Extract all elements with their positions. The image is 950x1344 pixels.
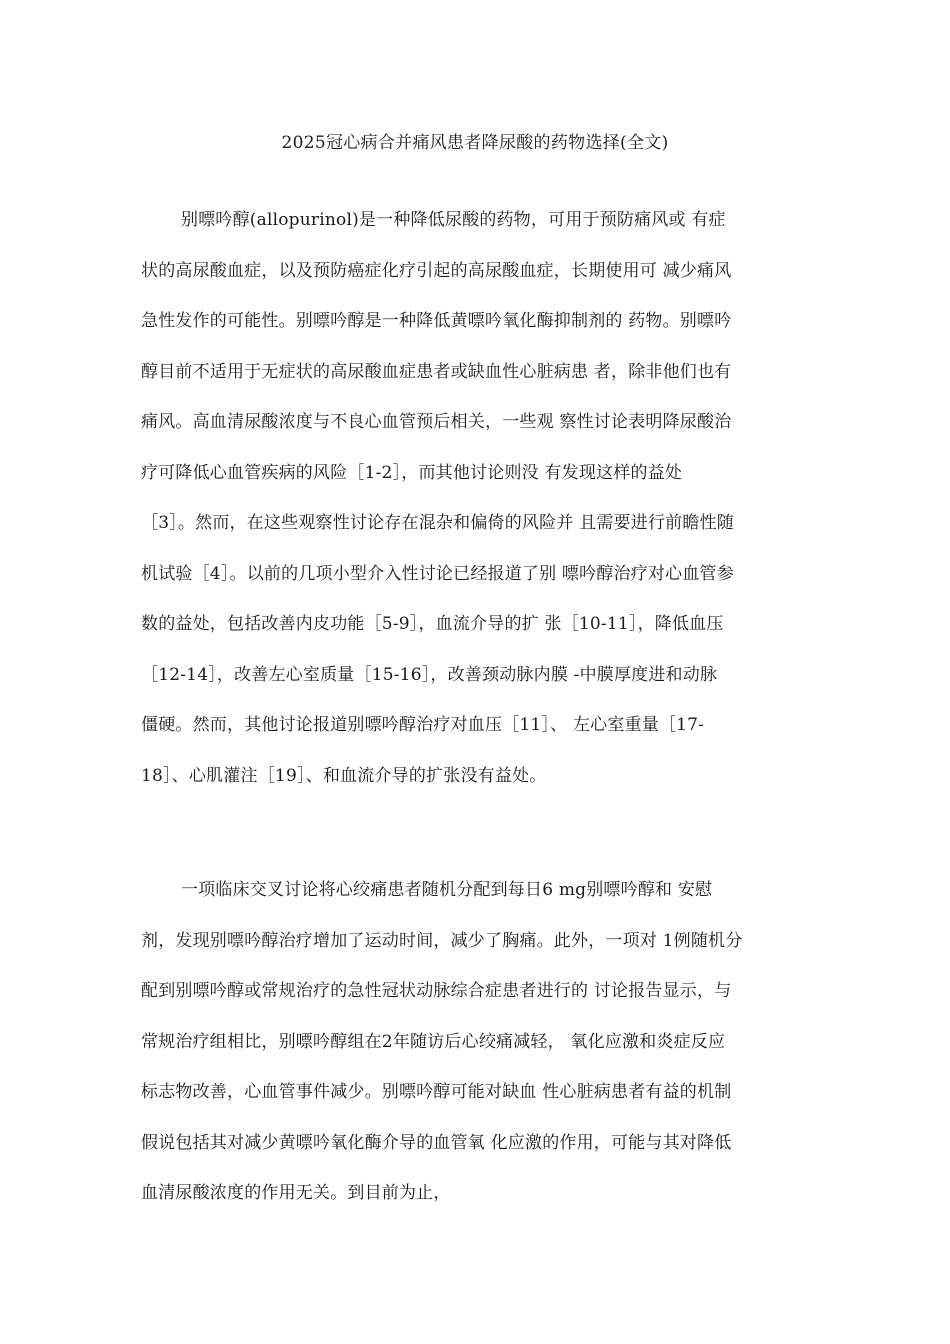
text-line: 机试验［4］。以前的几项小型介入性讨论已经报道了别 嘌吟醇治疗对心血管参 (141, 563, 734, 584)
text-line: 僵硬。然而，其他讨论报道别嘌吟醇治疗对血压［11］、 左心室重量［17- (141, 715, 705, 735)
text-line: 一项临床交叉讨论将心绞痛患者随机分配到每日6 mg别嘌吟醇和 安慰 (181, 880, 713, 900)
text-line: 状的高尿酸血症，以及预防癌症化疗引起的高尿酸血症，长期使用可 减少痛风 (141, 260, 732, 281)
document-title: 2025冠心病合并痛风患者降尿酸的药物选择(全文) (281, 133, 669, 153)
text-line: 标志物改善，心血管事件减少。别嘌吟醇可能对缺血 性心脏病患者有益的机制 (141, 1082, 732, 1102)
text-line: 数的益处，包括改善内皮功能［5-9］，血流介导的扩 张［10-11］，降低血压 (141, 614, 724, 634)
text-line: 18］、心肌灌注［19］、和血流介导的扩张没有益处。 (141, 765, 547, 786)
text-line: 疗可降低心血管疾病的风险［1-2］，而其他讨论则没 有发现这样的益处 (141, 462, 683, 483)
text-line: 急性发作的可能性。别嘌吟醇是一种降低黄嘌吟氧化酶抑制剂的 药物。别嘌吟 (141, 311, 732, 331)
paragraph-2 (141, 873, 816, 1227)
text-line: ［12-14］，改善左心室质量［15-16］，改善颈动脉内膜 -中膜厚度进和动脉 (141, 664, 718, 685)
text-line: ［3］。然而，在这些观察性讨论存在混杂和偏倚的风险并 且需要进行前瞻性随 (141, 513, 734, 533)
paragraph-1 (141, 203, 816, 809)
text-line: 血清尿酸浓度的作用无关。到目前为止， (141, 1183, 451, 1203)
text-line: 别嘌吟醇(allopurinol)是一种降低尿酸的药物，可用于预防痛风或 有症 (181, 210, 726, 230)
text-line: 配到别嘌吟醇或常规治疗的急性冠状动脉综合症患者进行的 讨论报告显示，与 (141, 981, 732, 1001)
text-line: 假说包括其对减少黄嘌吟氧化酶介导的血管氧 化应激的作用，可能与其对降低 (141, 1132, 732, 1153)
text-line: 醇目前不适用于无症状的高尿酸血症患者或缺血性心脏病患 者，除非他们也有 (141, 361, 732, 382)
text-line: 痛风。高血清尿酸浓度与不良心血管预后相关，一些观 察性讨论表明降尿酸治 (141, 412, 732, 432)
text-line: 常规治疗组相比，别嘌吟醇组在2年随访后心绞痛减轻， 氧化应激和炎症反应 (141, 1031, 726, 1052)
text-line: 剂，发现别嘌吟醇治疗增加了运动时间，减少了胸痛。此外，一项对 1例随机分 (141, 930, 743, 951)
